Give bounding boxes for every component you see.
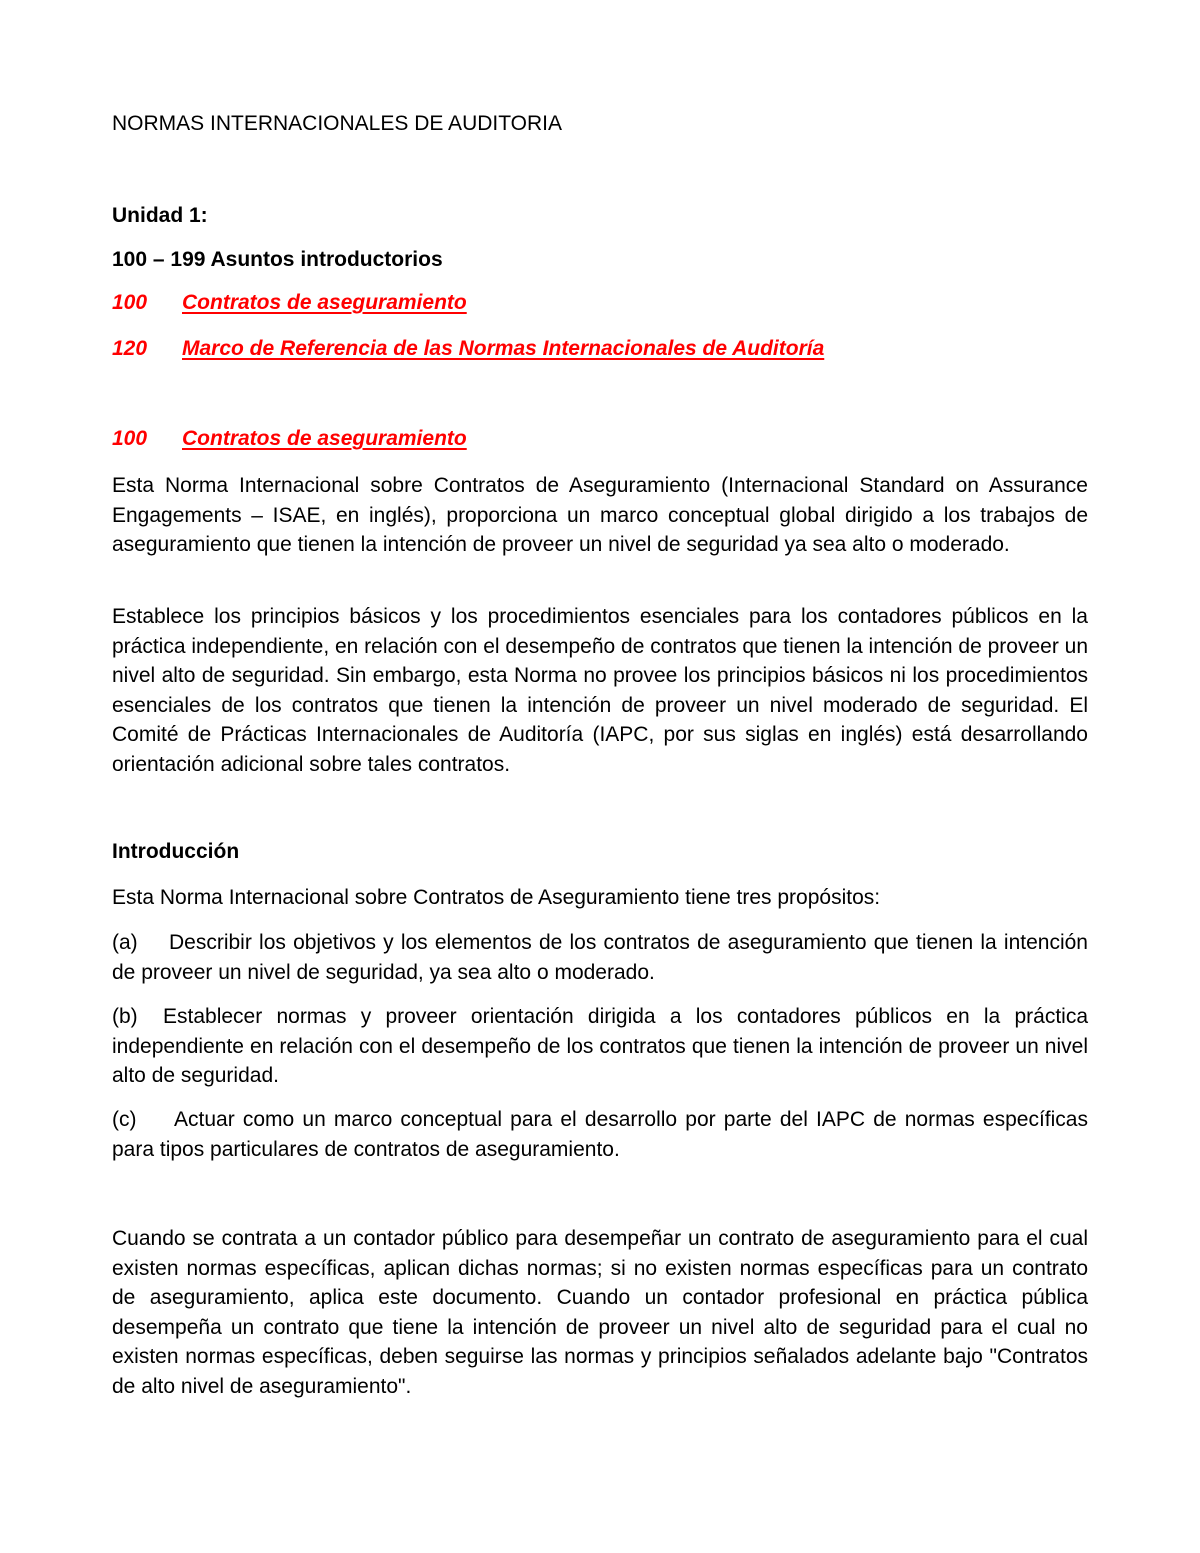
introduction-lead: Esta Norma Internacional sobre Contratos de Aseguramiento tiene tres propósitos: [112,886,881,909]
section-paragraph: Esta Norma Internacional sobre Contratos de Aseguramiento (Internacional Standard on Assurance Engagements – ISAE, en inglés), proporciona un marco conceptual global dirigido a los trabajos de aseguramiento que tienen la intención de proveer un nivel de seguridad ya sea alto o moderado. [112,474,1088,556]
list-item-label: (b) [112,1005,138,1028]
introduction-heading: Introducción [112,840,240,863]
list-item [112,928,1088,987]
section-heading-100 [112,427,467,451]
list-item [112,1105,1088,1164]
toc-entry-120[interactable] [112,337,824,361]
section-paragraph: Establece los principios básicos y los procedimientos esenciales para los contadores públicos en la práctica independiente, en relación con el desempeño de contratos que tienen la intención de proveer un nivel alto de seguridad. Sin embargo, esta Norma no provee los principios básicos ni los procedimientos esenciales de los contratos que tienen la intención de proveer un nivel moderado de seguridad. El Comité de Prácticas Internacionales de Auditoría (IAPC, por sus siglas en inglés) está desarrollando orientación adicional sobre tales contratos. [112,605,1089,776]
toc-entry-number: 120 [112,337,148,360]
section-label: Contratos de aseguramiento [182,427,467,450]
toc-entry-label: Marco de Referencia de las Normas Internacionales de Auditoría [182,337,825,360]
list-item-text: Actuar como un marco conceptual para el desarrollo por parte del IAPC de normas específicas para tipos particulares de contratos de aseguramiento. [112,1108,1088,1161]
list-item-label: (a) [112,931,138,954]
list-item-label: (c) [112,1108,137,1131]
list-item-text: Establecer normas y proveer orientación dirigida a los contadores públicos en la práctica independiente en relación con el desempeño de los contratos que tienen la intención de proveer un nivel alto de seguridad. [112,1005,1088,1087]
toc-entry-label: Contratos de aseguramiento [182,291,467,314]
list-item-text: Describir los objetivos y los elementos de los contratos de aseguramiento que tienen la intención de proveer un nivel de seguridad, ya sea alto o moderado. [112,931,1088,984]
toc-entry-number: 100 [112,291,148,314]
list-item [112,1002,1088,1091]
unit-heading: Unidad 1: [112,204,208,227]
document-title: NORMAS INTERNACIONALES DE AUDITORIA [112,112,563,135]
section-number: 100 [112,427,148,450]
range-heading: 100 – 199 Asuntos introductorios [112,248,443,271]
toc-entry-100[interactable] [112,291,467,315]
closing-paragraph: Cuando se contrata a un contador público para desempeñar un contrato de aseguramiento para el cual existen normas específicas, aplican dichas normas; si no existen normas específicas para un contrato de aseguramiento, aplica este documento. Cuando un contador profesional en práctica pública desempeña un contrato que tiene la intención de proveer un nivel alto de seguridad para el cual no existen normas específicas, deben seguirse las normas y principios señalados adelante bajo "Contratos de alto nivel de aseguramiento". [112,1227,1088,1398]
